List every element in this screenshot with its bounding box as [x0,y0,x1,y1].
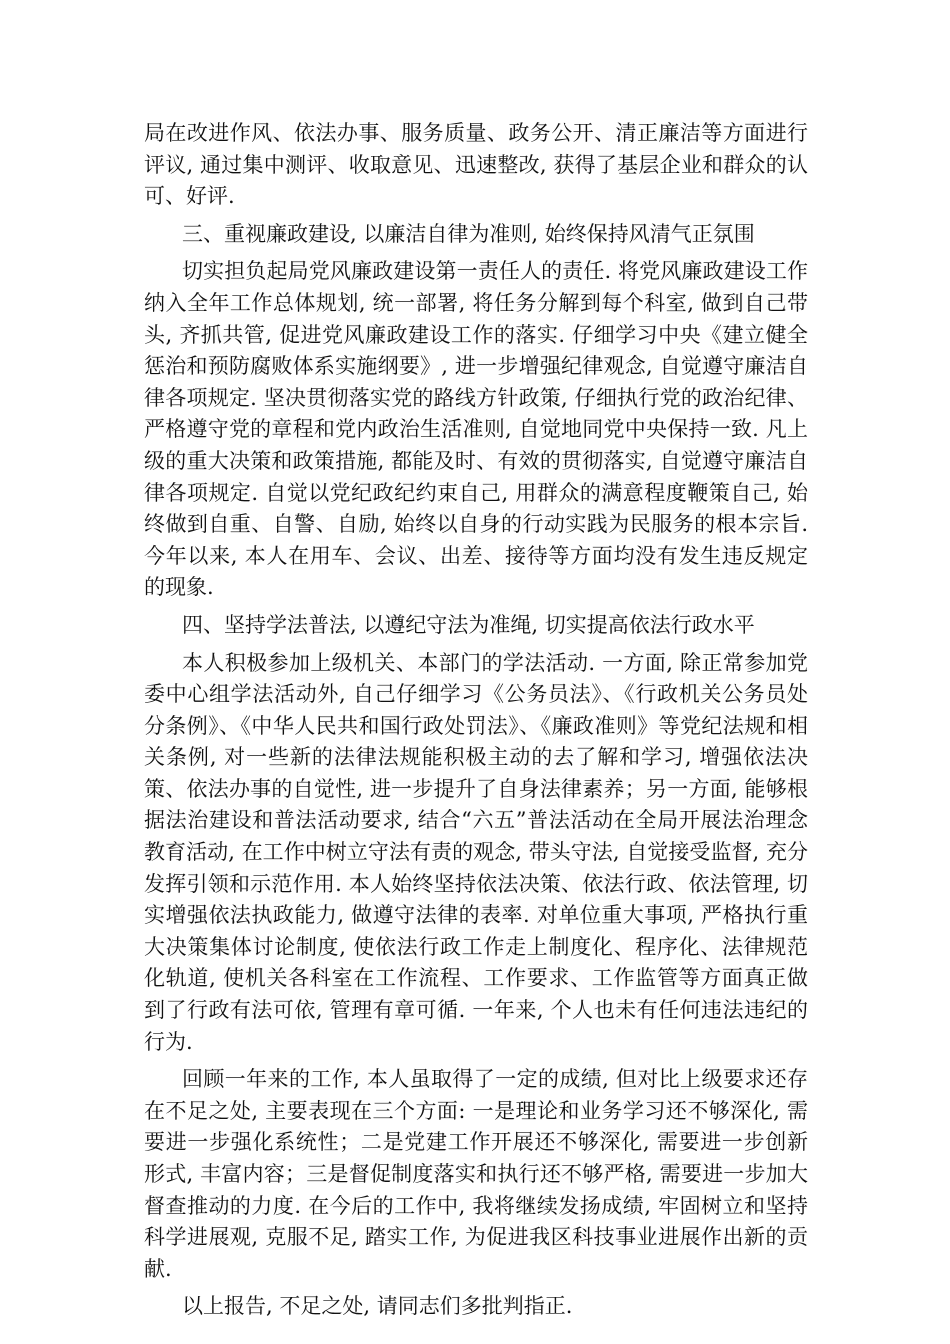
paragraph-integrity: 切实担负起局党风廉政建设第一责任人的责任. 将党风廉政建设工作纳入全年工作总体规划, 统一部署, 将任务分解到每个科室, 做到自己带头, 齐抓共管, 促进党风廉政建设工作的落实. 仔细学习中央《建立健全惩治和预防腐败体系实施纲要》, 进一步增强纪律观念, 自觉遵守廉洁自律各项规定. 坚决贯彻落实党的路线方针政策, 仔细执行党的政治纪律、严格遵守党的章程和党内政治生活准则, 自觉地同党中央保持一致. 凡上级的重大决策和政策措施, 都能及时、有效的贯彻落实, 自觉遵守廉洁自律各项规定. 自觉以党纪政纪约束自己, 用群众的满意程度鞭策自己, 始终做到自重、自警、自励, 始终以自身的行动实践为民服务的根本宗旨. 今年以来, 本人在用车、会议、出差、接待等方面均没有发生违反规定的现象. [144,259,808,600]
document-page [144,118,808,1323]
paragraph-continuation: 局在改进作风、依法办事、服务质量、政务公开、清正廉洁等方面进行评议, 通过集中测评、收取意见、迅速整改, 获得了基层企业和群众的认可、好评. [144,121,808,209]
section-heading-four: 四、坚持学法普法, 以遵纪守法为准绳, 切实提高依法行政水平 [182,612,755,637]
paragraph-closing: 以上报告, 不足之处, 请同志们多批判指正. [182,1294,573,1319]
paragraph-review: 回顾一年来的工作, 本人虽取得了一定的成绩, 但对比上级要求还存在不足之处, 主要表现在三个方面: 一是理论和业务学习还不够深化, 需要进一步强化系统性；二是党建工作开展还不够深化, 需要进一步创新形式, 丰富内容；三是督促制度落实和执行还不够严格, 需要进一步加大督查推动的力度. 在今后的工作中, 我将继续发扬成绩, 牢固树立和坚持科学进展观, 克服不足, 踏实工作, 为促进我区科技事业进展作出新的贡献. [144,1067,808,1281]
section-heading-three: 三、重视廉政建设, 以廉洁自律为准则, 始终保持风清气正氛围 [182,221,755,246]
paragraph-law-study: 本人积极参加上级机关、本部门的学法活动. 一方面, 除正常参加党委中心组学法活动外, 自己仔细学习《公务员法》、《行政机关公务员处分条例》、《中华人民共和国行政处罚法》、《廉政准则》等党纪法规和相关条例, 对一些新的法律法规能积极主动的去了解和学习, 增强依法决策、依法办事的自觉性, 进一步提升了自身法律素养；另一方面, 能够根据法治建设和普法活动要求, 结合“六五”普法活动在全局开展法治理念教育活动, 在工作中树立守法有责的观念, 带头守法, 自觉接受监督, 充分发挥引领和示范作用. 本人始终坚持依法决策、依法行政、依法管理, 切实增强依法执政能力, 做遵守法律的表率. 对单位重大事项, 严格执行重大决策集体讨论制度, 使依法行政工作走上制度化、程序化、法律规范化轨道, 使机关各科室在工作流程、工作要求、工作监管等方面真正做到了行政有法可依, 管理有章可循. 一年来, 个人也未有任何违法违纪的行为. [144,650,808,1054]
